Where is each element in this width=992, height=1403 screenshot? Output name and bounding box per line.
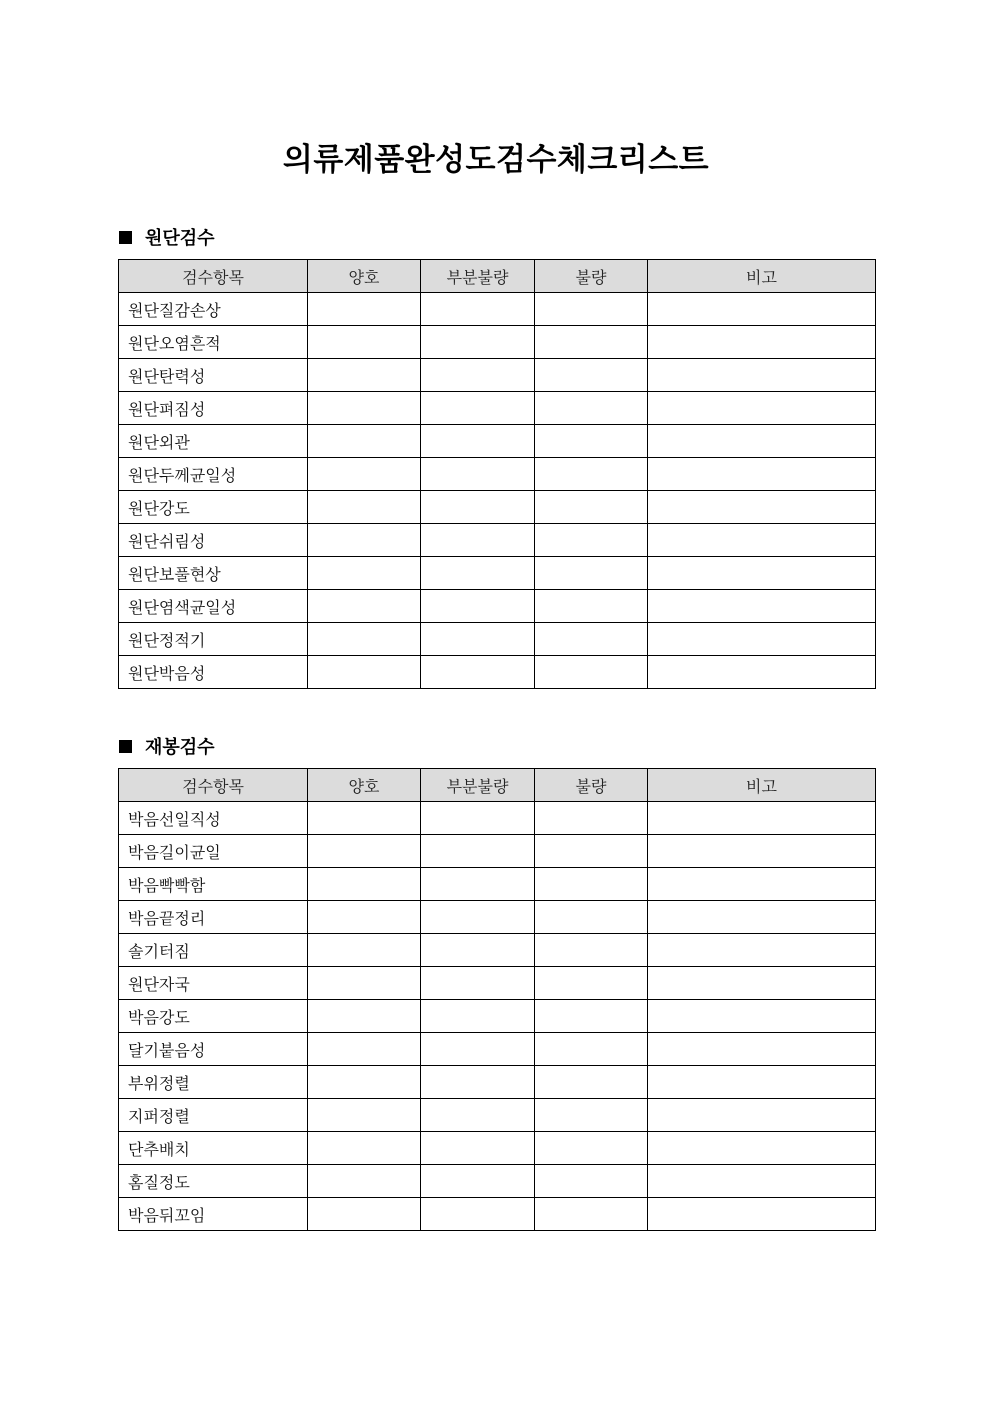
table-row — [119, 458, 876, 491]
good-check-cell[interactable] — [308, 967, 421, 1000]
good-check-cell[interactable] — [308, 1000, 421, 1033]
item-name-cell: 박음길이균일 — [119, 835, 308, 868]
table-row — [119, 967, 876, 1000]
defect-check-cell[interactable] — [535, 967, 648, 1000]
remarks-cell[interactable] — [648, 590, 876, 623]
partial-defect-check-cell[interactable] — [421, 326, 535, 359]
table-row — [119, 326, 876, 359]
remarks-cell[interactable] — [648, 491, 876, 524]
table-row — [119, 623, 876, 656]
defect-check-cell[interactable] — [535, 1198, 648, 1231]
remarks-cell[interactable] — [648, 1066, 876, 1099]
partial-defect-check-cell[interactable] — [421, 392, 535, 425]
remarks-cell[interactable] — [648, 524, 876, 557]
item-name-cell: 원단염색균일성 — [119, 590, 308, 623]
defect-check-cell[interactable] — [535, 868, 648, 901]
partial-defect-check-cell[interactable] — [421, 1066, 535, 1099]
good-check-cell[interactable] — [308, 1066, 421, 1099]
item-name-cell: 박음뒤꼬임 — [119, 1198, 308, 1231]
item-name-cell: 원단질감손상 — [119, 293, 308, 326]
partial-defect-check-cell[interactable] — [421, 623, 535, 656]
good-check-cell[interactable] — [308, 1132, 421, 1165]
section-heading-fabric — [119, 224, 215, 250]
remarks-cell[interactable] — [648, 656, 876, 689]
partial-defect-check-cell[interactable] — [421, 967, 535, 1000]
document-title: 의류제품완성도검수체크리스트 — [282, 142, 710, 178]
defect-check-cell[interactable] — [535, 623, 648, 656]
item-name-cell: 단추배치 — [119, 1132, 308, 1165]
good-check-cell[interactable] — [308, 326, 421, 359]
item-name-cell: 원단보풀현상 — [119, 557, 308, 590]
good-check-cell[interactable] — [308, 293, 421, 326]
defect-check-cell[interactable] — [535, 425, 648, 458]
good-check-cell[interactable] — [308, 1198, 421, 1231]
item-name-cell: 부위정렬 — [119, 1066, 308, 1099]
fabric-inspection-table — [118, 259, 876, 689]
table-row — [119, 590, 876, 623]
good-check-cell[interactable] — [308, 359, 421, 392]
column-header-good: 양호 — [308, 260, 421, 293]
table-row — [119, 491, 876, 524]
square-bullet-icon — [119, 740, 132, 753]
defect-check-cell[interactable] — [535, 1099, 648, 1132]
good-check-cell[interactable] — [308, 557, 421, 590]
defect-check-cell[interactable] — [535, 293, 648, 326]
good-check-cell[interactable] — [308, 656, 421, 689]
column-header-partial-defect: 부분불량 — [421, 769, 535, 802]
defect-check-cell[interactable] — [535, 1066, 648, 1099]
good-check-cell[interactable] — [308, 623, 421, 656]
defect-check-cell[interactable] — [535, 1033, 648, 1066]
table-row — [119, 901, 876, 934]
remarks-cell[interactable] — [648, 293, 876, 326]
partial-defect-check-cell[interactable] — [421, 524, 535, 557]
partial-defect-check-cell[interactable] — [421, 835, 535, 868]
remarks-cell[interactable] — [648, 967, 876, 1000]
item-name-cell: 달기붙음성 — [119, 1033, 308, 1066]
good-check-cell[interactable] — [308, 1033, 421, 1066]
defect-check-cell[interactable] — [535, 1165, 648, 1198]
good-check-cell[interactable] — [308, 1099, 421, 1132]
good-check-cell[interactable] — [308, 868, 421, 901]
defect-check-cell[interactable] — [535, 1000, 648, 1033]
defect-check-cell[interactable] — [535, 590, 648, 623]
remarks-cell[interactable] — [648, 1165, 876, 1198]
table-row — [119, 934, 876, 967]
item-name-cell: 원단자국 — [119, 967, 308, 1000]
defect-check-cell[interactable] — [535, 802, 648, 835]
table-row — [119, 835, 876, 868]
item-name-cell: 원단쉬림성 — [119, 524, 308, 557]
remarks-cell[interactable] — [648, 458, 876, 491]
partial-defect-check-cell[interactable] — [421, 425, 535, 458]
item-name-cell: 박음선일직성 — [119, 802, 308, 835]
partial-defect-check-cell[interactable] — [421, 557, 535, 590]
remarks-cell[interactable] — [648, 1033, 876, 1066]
defect-check-cell[interactable] — [535, 392, 648, 425]
remarks-cell[interactable] — [648, 623, 876, 656]
item-name-cell: 원단펴짐성 — [119, 392, 308, 425]
item-name-cell: 원단탄력성 — [119, 359, 308, 392]
item-name-cell: 원단두께균일성 — [119, 458, 308, 491]
item-name-cell: 홈질정도 — [119, 1165, 308, 1198]
remarks-cell[interactable] — [648, 425, 876, 458]
table-header-row — [119, 260, 876, 293]
defect-check-cell[interactable] — [535, 835, 648, 868]
good-check-cell[interactable] — [308, 425, 421, 458]
column-header-good: 양호 — [308, 769, 421, 802]
partial-defect-check-cell[interactable] — [421, 293, 535, 326]
remarks-cell[interactable] — [648, 557, 876, 590]
column-header-partial-defect: 부분불량 — [421, 260, 535, 293]
partial-defect-check-cell[interactable] — [421, 934, 535, 967]
good-check-cell[interactable] — [308, 458, 421, 491]
defect-check-cell[interactable] — [535, 557, 648, 590]
defect-check-cell[interactable] — [535, 359, 648, 392]
table-row — [119, 1000, 876, 1033]
section-heading-label: 재봉검수 — [145, 737, 215, 758]
column-header-remarks: 비고 — [648, 260, 876, 293]
item-name-cell: 원단강도 — [119, 491, 308, 524]
section-heading-label: 원단검수 — [145, 228, 215, 249]
partial-defect-check-cell[interactable] — [421, 458, 535, 491]
defect-check-cell[interactable] — [535, 656, 648, 689]
column-header-defect: 불량 — [535, 769, 648, 802]
partial-defect-check-cell[interactable] — [421, 868, 535, 901]
remarks-cell[interactable] — [648, 1000, 876, 1033]
table-row — [119, 293, 876, 326]
table-row — [119, 425, 876, 458]
remarks-cell[interactable] — [648, 1198, 876, 1231]
sewing-inspection-table — [118, 768, 876, 1231]
defect-check-cell[interactable] — [535, 326, 648, 359]
item-name-cell: 솔기터짐 — [119, 934, 308, 967]
table-row — [119, 802, 876, 835]
defect-check-cell[interactable] — [535, 524, 648, 557]
defect-check-cell[interactable] — [535, 458, 648, 491]
partial-defect-check-cell[interactable] — [421, 656, 535, 689]
square-bullet-icon — [119, 231, 132, 244]
table-row — [119, 359, 876, 392]
good-check-cell[interactable] — [308, 1165, 421, 1198]
item-name-cell: 지퍼정렬 — [119, 1099, 308, 1132]
partial-defect-check-cell[interactable] — [421, 1198, 535, 1231]
table-row — [119, 1198, 876, 1231]
remarks-cell[interactable] — [648, 901, 876, 934]
remarks-cell[interactable] — [648, 1132, 876, 1165]
partial-defect-check-cell[interactable] — [421, 1132, 535, 1165]
partial-defect-check-cell[interactable] — [421, 1099, 535, 1132]
table-row — [119, 1132, 876, 1165]
remarks-cell[interactable] — [648, 802, 876, 835]
table-row — [119, 557, 876, 590]
item-name-cell: 박음빡빡함 — [119, 868, 308, 901]
partial-defect-check-cell[interactable] — [421, 359, 535, 392]
item-name-cell: 원단오염흔적 — [119, 326, 308, 359]
column-header-item: 검수항목 — [119, 260, 308, 293]
defect-check-cell[interactable] — [535, 491, 648, 524]
good-check-cell[interactable] — [308, 491, 421, 524]
item-name-cell: 원단박음성 — [119, 656, 308, 689]
item-name-cell: 원단외관 — [119, 425, 308, 458]
remarks-cell[interactable] — [648, 392, 876, 425]
good-check-cell[interactable] — [308, 901, 421, 934]
good-check-cell[interactable] — [308, 590, 421, 623]
good-check-cell[interactable] — [308, 524, 421, 557]
partial-defect-check-cell[interactable] — [421, 1033, 535, 1066]
defect-check-cell[interactable] — [535, 901, 648, 934]
defect-check-cell[interactable] — [535, 934, 648, 967]
table-header-row — [119, 769, 876, 802]
partial-defect-check-cell[interactable] — [421, 1000, 535, 1033]
partial-defect-check-cell[interactable] — [421, 901, 535, 934]
item-name-cell: 원단정적기 — [119, 623, 308, 656]
column-header-remarks: 비고 — [648, 769, 876, 802]
remarks-cell[interactable] — [648, 934, 876, 967]
table-row — [119, 524, 876, 557]
good-check-cell[interactable] — [308, 392, 421, 425]
table-row — [119, 392, 876, 425]
good-check-cell[interactable] — [308, 835, 421, 868]
table-row — [119, 656, 876, 689]
item-name-cell: 박음강도 — [119, 1000, 308, 1033]
partial-defect-check-cell[interactable] — [421, 590, 535, 623]
partial-defect-check-cell[interactable] — [421, 1165, 535, 1198]
table-row — [119, 1033, 876, 1066]
remarks-cell[interactable] — [648, 868, 876, 901]
remarks-cell[interactable] — [648, 359, 876, 392]
table-row — [119, 1165, 876, 1198]
section-heading-sewing — [119, 733, 215, 759]
good-check-cell[interactable] — [308, 934, 421, 967]
table-row — [119, 1066, 876, 1099]
good-check-cell[interactable] — [308, 802, 421, 835]
defect-check-cell[interactable] — [535, 1132, 648, 1165]
remarks-cell[interactable] — [648, 1099, 876, 1132]
table-row — [119, 1099, 876, 1132]
table-row — [119, 868, 876, 901]
remarks-cell[interactable] — [648, 326, 876, 359]
partial-defect-check-cell[interactable] — [421, 802, 535, 835]
item-name-cell: 박음끝정리 — [119, 901, 308, 934]
column-header-defect: 불량 — [535, 260, 648, 293]
partial-defect-check-cell[interactable] — [421, 491, 535, 524]
remarks-cell[interactable] — [648, 835, 876, 868]
column-header-item: 검수항목 — [119, 769, 308, 802]
